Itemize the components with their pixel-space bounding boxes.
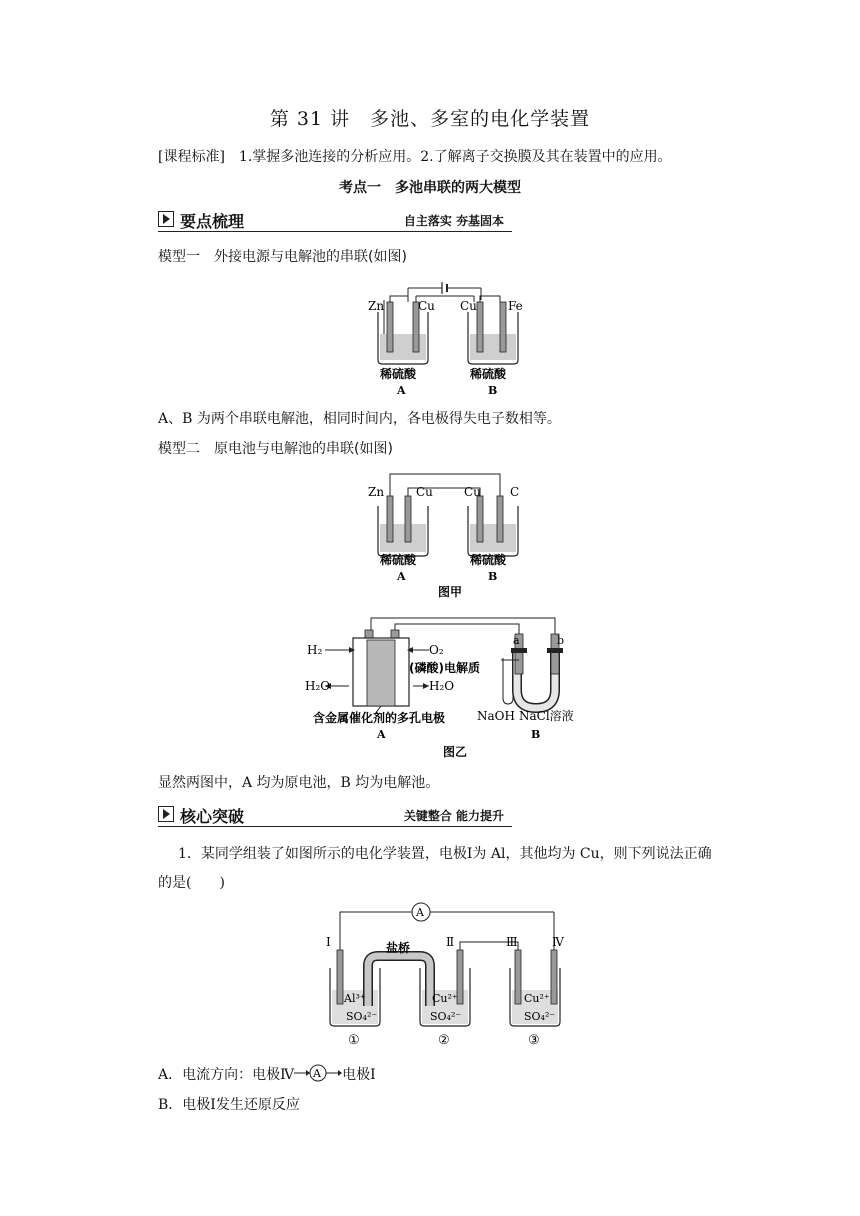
electrode-label: Cu [418, 299, 435, 313]
electrode-b-label: b [557, 634, 565, 647]
model1-heading: 模型一 外接电源与电解池的串联(如图) [158, 249, 407, 265]
figure-caption: 图乙 [443, 745, 468, 759]
sulfate-label: SO₄²⁻ [430, 1010, 462, 1023]
electrode-label: Fe [508, 299, 523, 313]
porous-electrode-label: 含金属催化剂的多孔电极 [313, 711, 446, 725]
sulfate-label: SO₄²⁻ [524, 1010, 556, 1023]
electrode-label: Ⅲ [506, 935, 518, 949]
ion-label: Cu²⁺ [524, 992, 550, 1005]
solution-label: 稀硫酸 [470, 367, 507, 381]
band-subtitle: 自主落实 夯基固本 [403, 214, 504, 228]
h2o-right-label: H₂O [429, 679, 455, 693]
current-arrow-icon [294, 1064, 342, 1082]
solution-label: 稀硫酸 [380, 367, 417, 381]
kaodian-heading: 考点一 多池串联的两大模型 [339, 180, 521, 196]
section-band-hexin [158, 804, 512, 827]
h2-label: H₂ [307, 643, 323, 657]
band-label: 要点梳理 [180, 212, 245, 231]
question-line2: 的是( ) [158, 875, 225, 891]
electrode-label: Zn [368, 485, 385, 499]
h2o-left-label: H₂O [305, 679, 331, 693]
question-line1: 1．某同学组装了如图所示的电化学装置，电极Ⅰ为 Al，其他均为 Cu，则下列说法正确 [178, 846, 712, 862]
electrode-label: Ⅱ [446, 935, 455, 949]
salt-bridge-label: 盐桥 [386, 941, 411, 955]
electrode-a-label: a [513, 634, 520, 647]
beaker-label: ① [348, 1033, 360, 1048]
figure-caption: 图甲 [438, 585, 463, 599]
model2-note: 显然两图中，A 均为原电池，B 均为电解池。 [158, 775, 440, 791]
naoh-label: NaOH [477, 709, 515, 723]
electrode-label: Zn [368, 299, 385, 313]
solution-label: 稀硫酸 [470, 553, 507, 567]
option-a-prefix: A．电流方向：电极Ⅳ [158, 1067, 295, 1083]
band-label: 核心突破 [180, 807, 245, 826]
option-a [158, 1064, 376, 1084]
cell-b-label: B [531, 728, 541, 741]
electrode-label: Ⅳ [552, 935, 564, 949]
electrode-label: Cu [460, 299, 477, 313]
electrolyte-label: (磷酸)电解质 [409, 661, 480, 675]
cell-label: A [397, 570, 406, 583]
play-icon [158, 806, 174, 822]
electrode-label: Ⅰ [326, 935, 331, 949]
model2-figure-jia [360, 466, 530, 601]
play-icon [158, 211, 174, 227]
course-standard: [课程标准] 1.掌握多池连接的分析应用。2.了解离子交换膜及其在装置中的应用。 [158, 149, 672, 165]
nacl-label: NaCl溶液 [519, 709, 574, 723]
section-band-yaodian [158, 209, 512, 232]
question-figure [320, 902, 580, 1052]
model2-heading: 模型二 原电池与电解池的串联(如图) [158, 441, 393, 457]
ion-label: Al³⁺ [344, 992, 366, 1005]
model2-figure-yi [305, 610, 595, 760]
o2-label: O₂ [429, 643, 444, 657]
cell-label: B [488, 384, 498, 397]
solution-label: 稀硫酸 [380, 553, 417, 567]
electrode-label: C [510, 485, 520, 499]
ion-label: Cu²⁺ [432, 992, 458, 1005]
beaker-label: ② [438, 1033, 450, 1048]
cell-label: B [488, 570, 498, 583]
cell-a-label: A [377, 728, 386, 741]
sulfate-label: SO₄²⁻ [346, 1010, 378, 1023]
electrode-label: Cu [464, 485, 481, 499]
band-subtitle: 关键整合 能力提升 [403, 809, 504, 823]
ammeter-label: A [416, 906, 424, 919]
option-a-suffix: 电极Ⅰ [342, 1067, 376, 1083]
electrode-label: Cu [416, 485, 433, 499]
model1-note: A、B 为两个串联电解池，相同时间内，各电极得失电子数相等。 [158, 411, 561, 427]
beaker-label: ③ [528, 1033, 540, 1048]
cell-label: A [397, 384, 406, 397]
option-b: B．电极Ⅰ发生还原反应 [158, 1097, 300, 1113]
model1-figure [360, 272, 530, 402]
ammeter-label: A [313, 1067, 322, 1080]
page-title: 第 31 讲 多池、多室的电化学装置 [269, 108, 591, 130]
